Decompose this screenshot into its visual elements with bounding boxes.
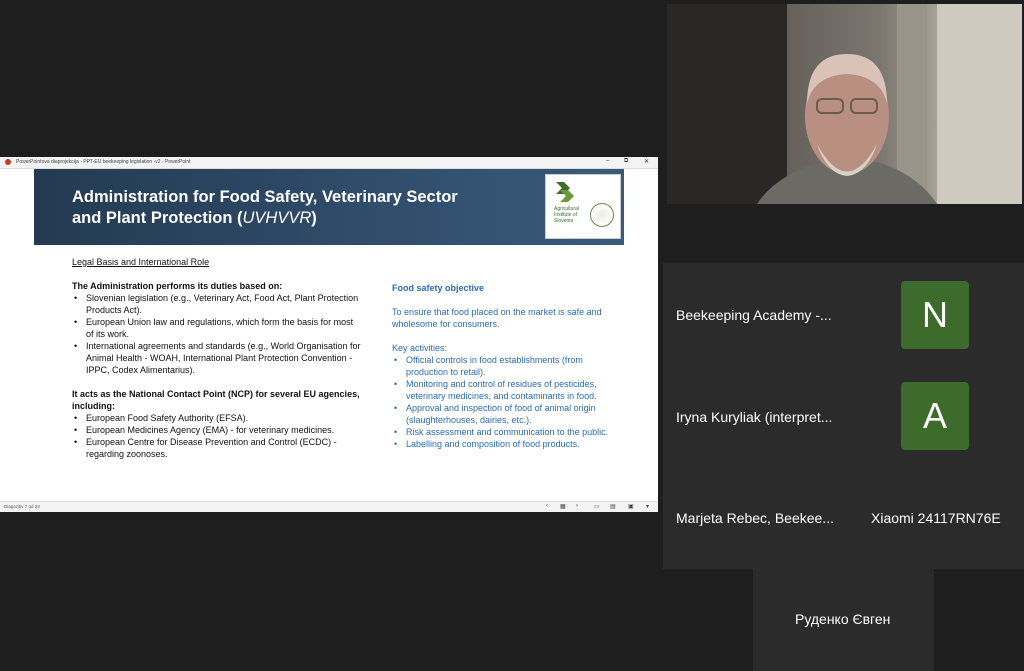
slide-title <box>72 187 542 229</box>
list-item: • Monitoring and control of residues of pesticides, veterinary medicines, and contaminants in food. <box>406 378 620 402</box>
list-item: • Risk assessment and communication to the public. <box>406 426 620 438</box>
participant-tile <box>753 568 934 671</box>
reading-view-icon[interactable]: ▤ <box>610 504 616 510</box>
restore-button[interactable]: ⧉ <box>624 158 629 164</box>
objective-text: To ensure that food placed on the market is safe and wholesome for consumers. <box>392 307 602 329</box>
window-titlebar <box>0 157 658 169</box>
agencies-list <box>72 412 362 460</box>
section-heading: Legal Basis and International Role <box>72 257 210 267</box>
activities-list <box>392 354 620 450</box>
participant-name: Xiaomi 24117RN76E <box>871 510 1001 526</box>
powerpoint-window <box>0 157 658 511</box>
duties-heading: The Administration performs its duties based on: <box>72 281 283 291</box>
status-bar <box>0 501 658 512</box>
window-title: PowerPointova diaprojekcija - PPT-EU beekeeping legislation -v2 - PowerPoint <box>16 159 191 165</box>
prev-slide-icon[interactable]: ‹ <box>546 503 548 509</box>
participant-name: Beekeeping Academy -... <box>676 307 832 323</box>
participants-panel <box>663 263 1024 569</box>
close-button[interactable]: ✕ <box>644 159 650 165</box>
right-column <box>392 282 620 450</box>
powerpoint-app-icon <box>5 159 11 165</box>
slide-sorter-icon[interactable]: ▦ <box>560 504 566 510</box>
institute-logo <box>545 174 621 239</box>
slide-banner <box>34 169 624 245</box>
ncp-heading: It acts as the National Contact Point (NCP) for several EU agencies, including: <box>72 389 360 411</box>
slide-title-line1: Administration for Food Safety, Veterinary Sector <box>72 188 458 206</box>
duties-list <box>72 292 362 376</box>
list-item: • European Medicines Agency (EMA) - for veterinary medicines. <box>86 424 362 436</box>
slideshow-icon[interactable]: ▣ <box>628 504 634 510</box>
participant-name: Iryna Kuryliak (interpret... <box>676 409 833 425</box>
speaker-video <box>667 4 1022 204</box>
speaker-video-image <box>667 4 1022 204</box>
minimize-button[interactable]: – <box>606 158 610 164</box>
list-item: • Slovenian legislation (e.g., Veterinary Act, Food Act, Plant Protection Products Act). <box>86 292 362 316</box>
avatar[interactable]: N <box>901 281 969 349</box>
chevron-logo-icon <box>554 180 576 204</box>
normal-view-icon[interactable]: ▭ <box>594 504 600 510</box>
list-item: • International agreements and standards (e.g., World Organisation for Animal Health - WOAH, International Plant Protection Convention - IPPC, Codex Alimentarius). <box>86 340 362 376</box>
list-item: • European Centre for Disease Prevention and Control (ECDC) - regarding zoonoses. <box>86 436 362 460</box>
left-column <box>72 256 362 460</box>
participant-name: Руденко Євген <box>795 611 891 627</box>
activities-label: Key activities: <box>392 343 448 353</box>
logo-text: Agricultural Institute of Slovenia <box>554 206 580 224</box>
avatar[interactable]: A <box>901 382 969 450</box>
participant-name: Marjeta Rebec, Beekee... <box>676 510 834 526</box>
slide <box>34 169 624 501</box>
next-slide-icon[interactable]: › <box>576 503 578 509</box>
slide-title-line2: and Plant Protection (UVHVVR) <box>72 209 317 227</box>
seal-icon <box>590 203 614 227</box>
list-item: • European Union law and regulations, which form the basis for most of its work. <box>86 316 362 340</box>
objective-heading: Food safety objective <box>392 283 485 293</box>
slide-counter: Diapozitiv 7 od 23 <box>4 504 40 509</box>
list-item: • Official controls in food establishments (from production to retail). <box>406 354 620 378</box>
list-item: • Labelling and composition of food products. <box>406 438 620 450</box>
more-options-icon[interactable]: ▾ <box>646 504 650 510</box>
list-item: • Approval and inspection of food of animal origin (slaughterhouses, dairies, etc.). <box>406 402 620 426</box>
list-item: • European Food Safety Authority (EFSA). <box>86 412 362 424</box>
